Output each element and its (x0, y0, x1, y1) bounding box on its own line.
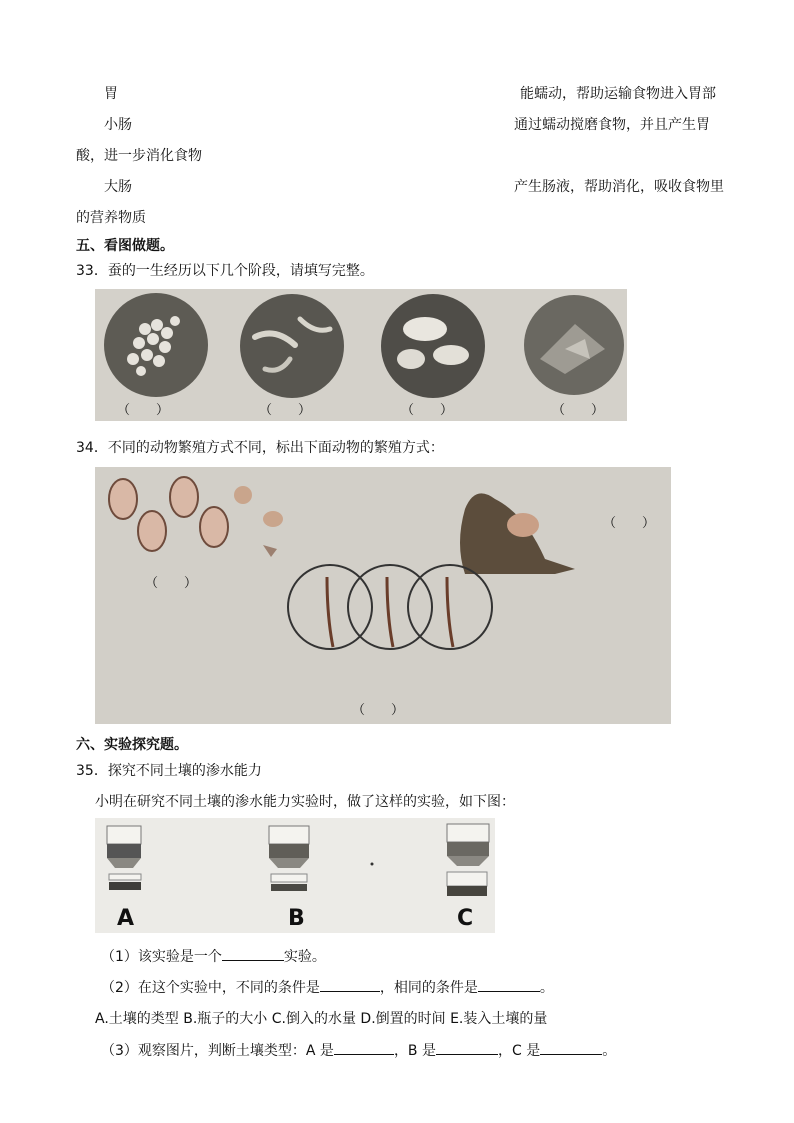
q35-sub3: （3）观察图片，判断土壤类型：A 是 ，B 是 ，C 是 。 (101, 1040, 616, 1060)
soil-experiment-photo (95, 818, 495, 933)
sub3-blank-a[interactable] (334, 1040, 394, 1055)
q33-bracket-1: （ ） (117, 403, 170, 418)
q34-bracket-2: （ ） (603, 516, 656, 531)
label-b: B (288, 906, 305, 931)
silkworm-stages-photo (95, 289, 627, 421)
section-6-title: 六、实验探究题。 (76, 737, 188, 753)
function-3-cont: 的营养物质 (76, 210, 146, 226)
function-1: 能蠕动，帮助运输食物进入胃部 (520, 86, 716, 102)
q35-intro: 小明在研究不同土壤的渗水能力实验时，做了这样的实验，如下图： (95, 794, 515, 810)
sub1-blank[interactable] (222, 946, 284, 961)
q34-bracket-1: （ ） (145, 576, 198, 591)
sub2-blank-different[interactable] (320, 977, 380, 992)
animal-reproduction-photo (95, 467, 671, 724)
q33-bracket-4: （ ） (552, 403, 605, 418)
sub3-blank-c[interactable] (540, 1040, 602, 1055)
q33-bracket-3: （ ） (401, 403, 454, 418)
function-3: 产生肠液，帮助消化，吸收食物里 (514, 179, 724, 195)
label-a: A (117, 906, 135, 931)
q35-options: A.土壤的类型 B.瓶子的大小 C.倒入的水量 D.倒置的时间 E.装入土壤的量 (95, 1011, 548, 1027)
q35-sub2: （2）在这个实验中，不同的条件是 ，相同的条件是 。 (101, 977, 554, 997)
q35-sub1: （1）该实验是一个 实验。 (101, 946, 326, 966)
q35-title: 35．探究不同土壤的渗水能力 (76, 763, 262, 779)
sub3-blank-b[interactable] (436, 1040, 498, 1055)
organ-small-intestine: 小肠 (104, 117, 132, 133)
q33-bracket-2: （ ） (259, 403, 312, 418)
q34-text: 34．不同的动物繁殖方式不同，标出下面动物的繁殖方式： (76, 440, 444, 456)
function-2-cont: 酸，进一步消化食物 (76, 148, 202, 164)
organ-stomach: 胃 (104, 86, 118, 102)
section-5-title: 五、看图做题。 (76, 238, 174, 254)
q34-bracket-3: （ ） (352, 703, 405, 718)
q33-text: 33．蚕的一生经历以下几个阶段，请填写完整。 (76, 263, 374, 279)
organ-large-intestine: 大肠 (104, 179, 132, 195)
label-c: C (457, 906, 474, 931)
sub2-blank-same[interactable] (478, 977, 540, 992)
function-2: 通过蠕动搅磨食物，并且产生胃 (514, 117, 710, 133)
